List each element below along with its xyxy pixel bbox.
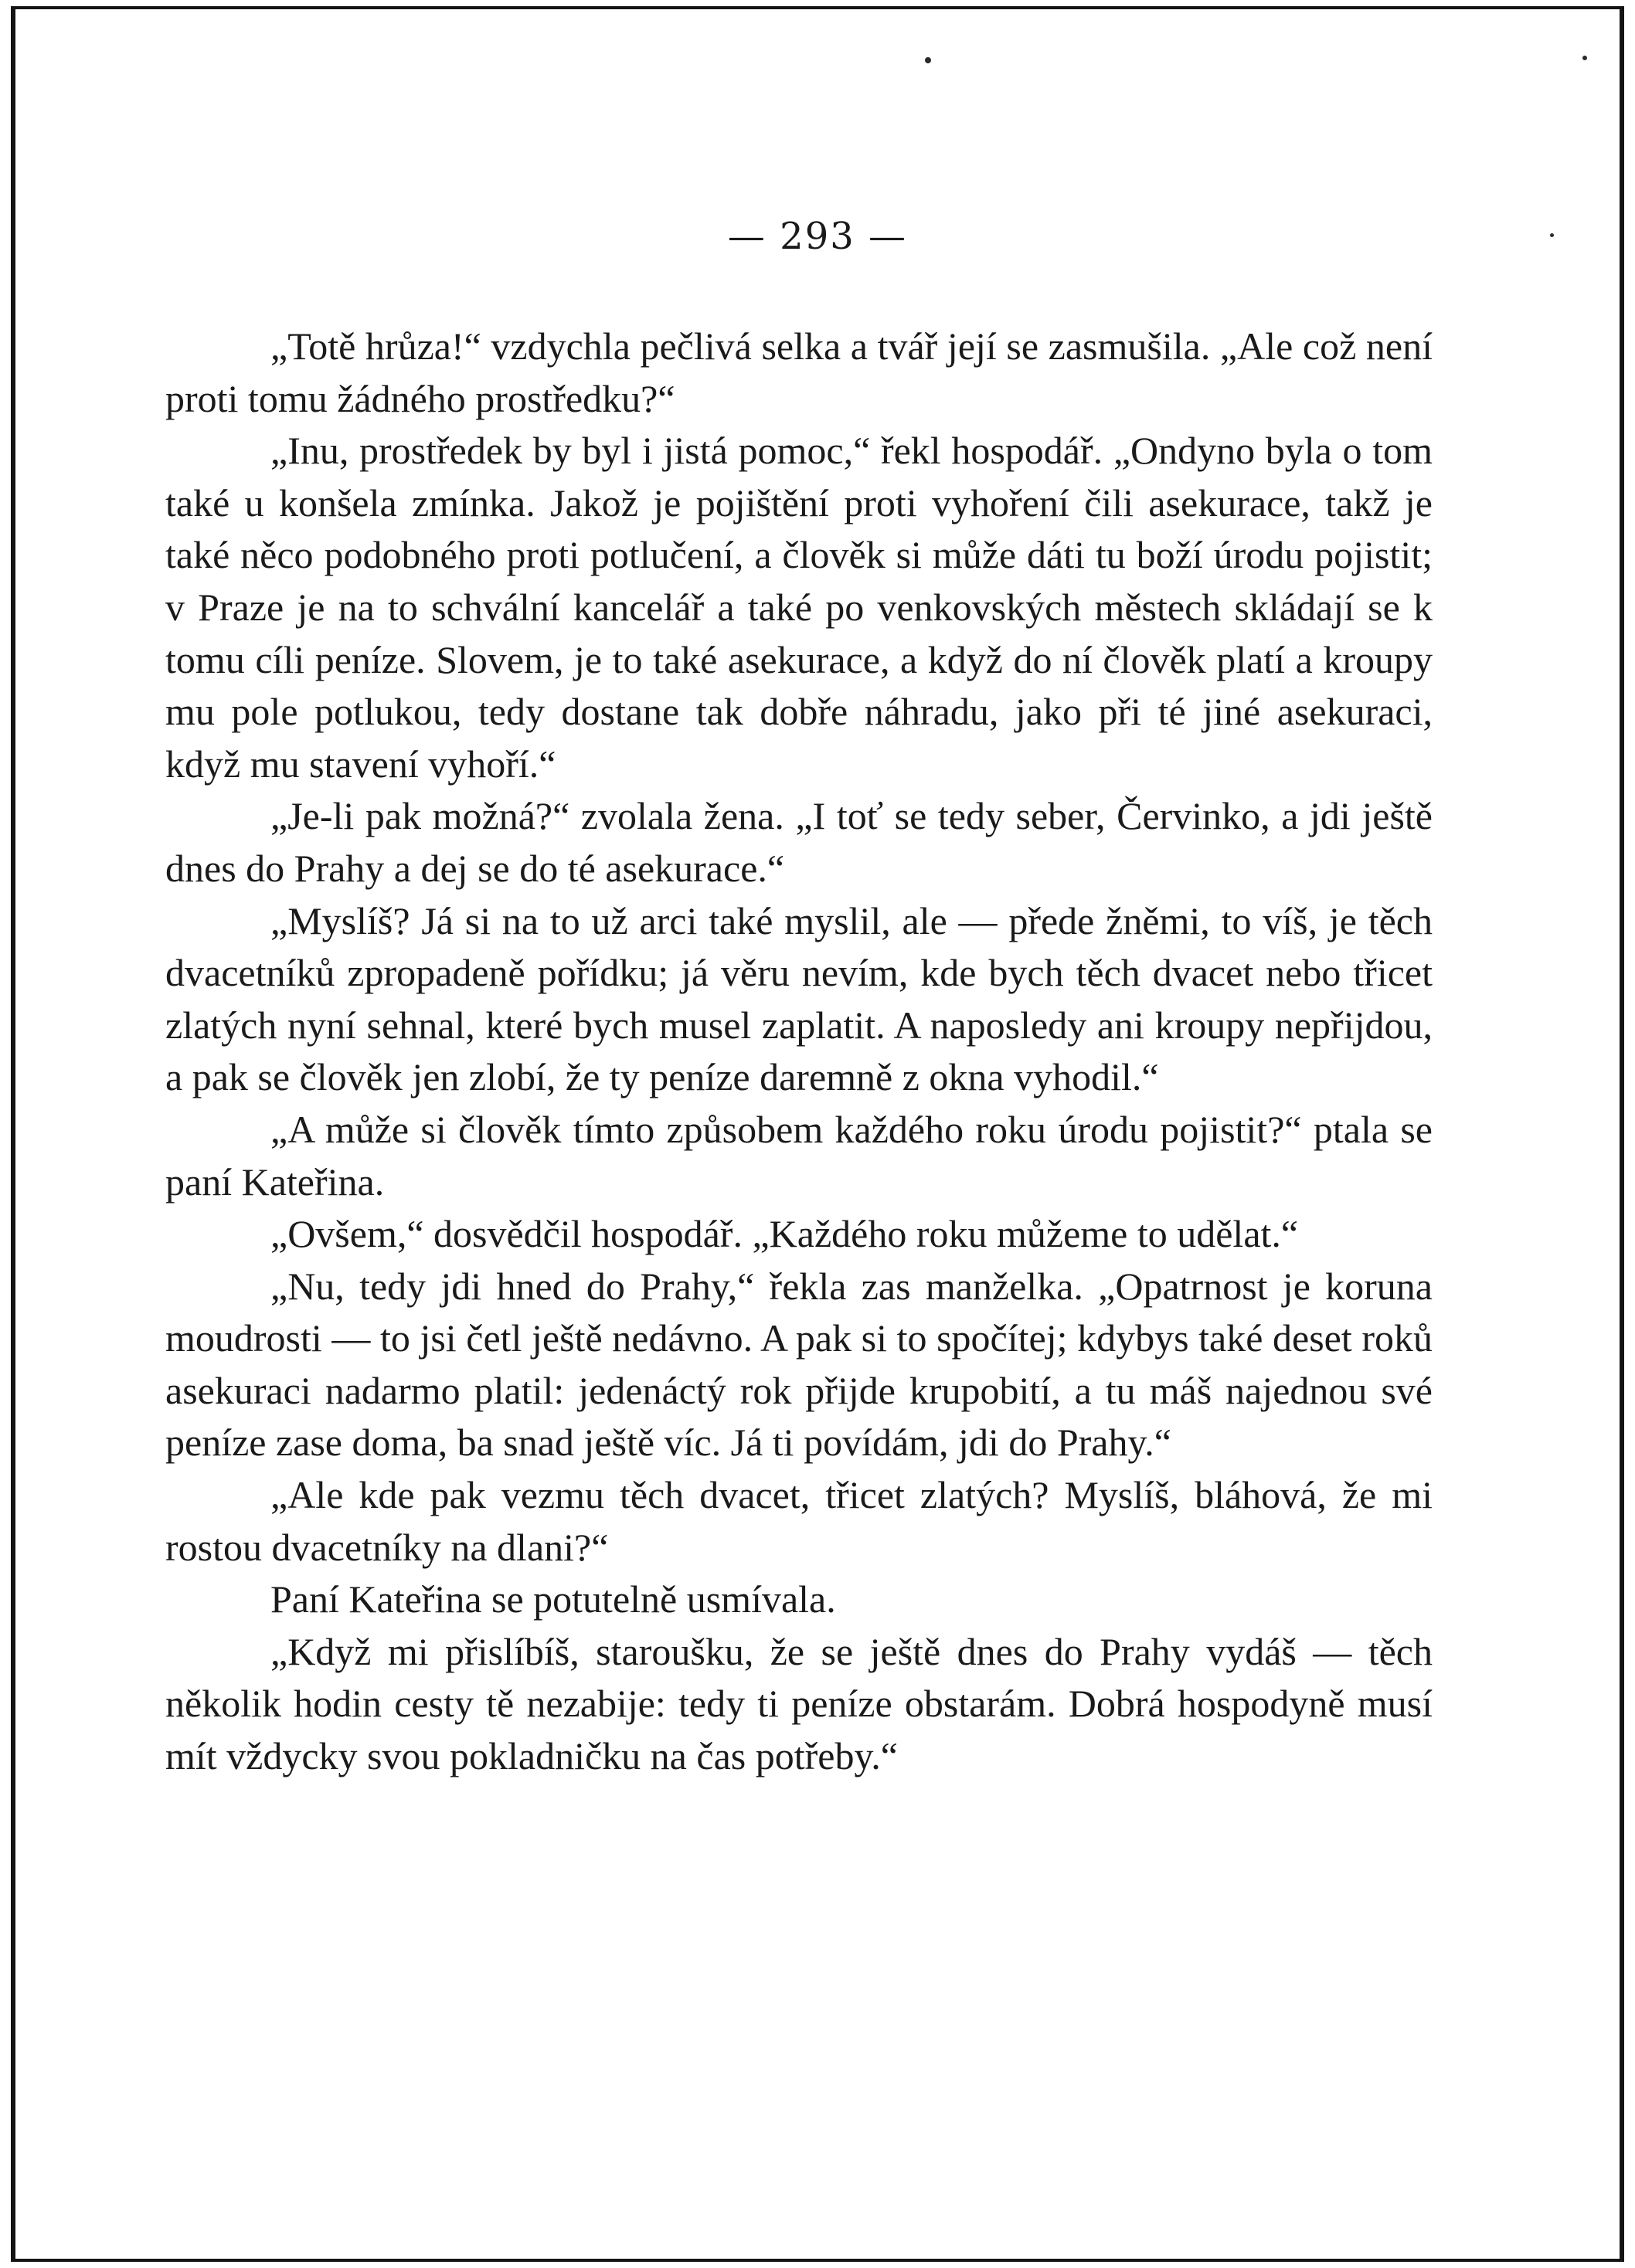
paragraph: „Myslíš? Já si na to už arci také myslil, ale — přede žněmi, to víš, je těch dvacetníků zpropadeně pořídku; já věru nevím, kde bych těch dvacet nebo třicet zlatých nyní sehnal, které bych musel zaplatit. A naposledy ani kroupy nepřijdou, a pak se člověk jen zlobí, že ty peníze daremně z okna vyhodil.“	[165, 898, 1433, 1099]
paragraph: „Totě hrůza!“ vzdychla pečlivá selka a tvář její se zasmušila. „Ale což není proti tomu žádného prostředku?“	[165, 324, 1433, 420]
paragraph: „A může si člověk tímto způsobem každého roku úrodu pojistit?“ ptala se paní Kateřina.	[165, 1107, 1433, 1204]
print-speck	[1582, 56, 1587, 60]
paragraph: „Je-li pak možná?“ zvolala žena. „I toť se tedy seber, Červinko, a jdi ještě dnes do Prahy a dej se do té asekurace.“	[165, 794, 1433, 890]
paragraph: „Když mi přislíbíš, staroušku, že se ještě dnes do Prahy vydáš — těch několik hodin cesty tě nezabije: tedy ti peníze obstarám. Dobrá hospodyně musí mít vždycky svou pokladničku na čas potřeby.“	[165, 1629, 1433, 1778]
print-speck	[925, 57, 931, 63]
paragraph: Paní Kateřina se potutelně usmívala.	[270, 1577, 836, 1621]
body-text	[165, 321, 1433, 1783]
paragraph: „Ovšem,“ dosvědčil hospodář. „Každého roku můžeme to udělat.“	[270, 1212, 1299, 1256]
page-number: — 293 —	[727, 215, 908, 258]
paragraph: „Inu, prostředek by byl i jistá pomoc,“ řekl hospodář. „Ondyno byla o tom také u konšela zmínka. Jakož je pojištění proti vyhoření čili asekurace, takž je také něco podobného proti potlučení, a člověk si může dáti tu boží úrodu pojistit; v Praze je na to schvální kancelář a také po venkovských městech skládají se k tomu cíli peníze. Slovem, je to také asekurace, a když do ní člověk platí a kroupy mu pole potlukou, tedy dostane tak dobře náhradu, jako při té jiné asekuraci, když mu stavení vyhoří.“	[165, 429, 1433, 786]
paragraph: „Ale kde pak vezmu těch dvacet, třicet zlatých? Myslíš, bláhová, že mi rostou dvacetníky na dlani?“	[165, 1473, 1433, 1569]
paragraph: „Nu, tedy jdi hned do Prahy,“ řekla zas manželka. „Opatrnost je koruna moudrosti — to jsi četl ještě nedávno. A pak si to spočítej; kdybys také deset roků asekuraci nadarmo platil: jedenáctý rok přijde krupobití, a tu máš najednou své peníze zase doma, ba snad ještě víc. Já ti povídám, jdi do Prahy.“	[165, 1264, 1433, 1465]
